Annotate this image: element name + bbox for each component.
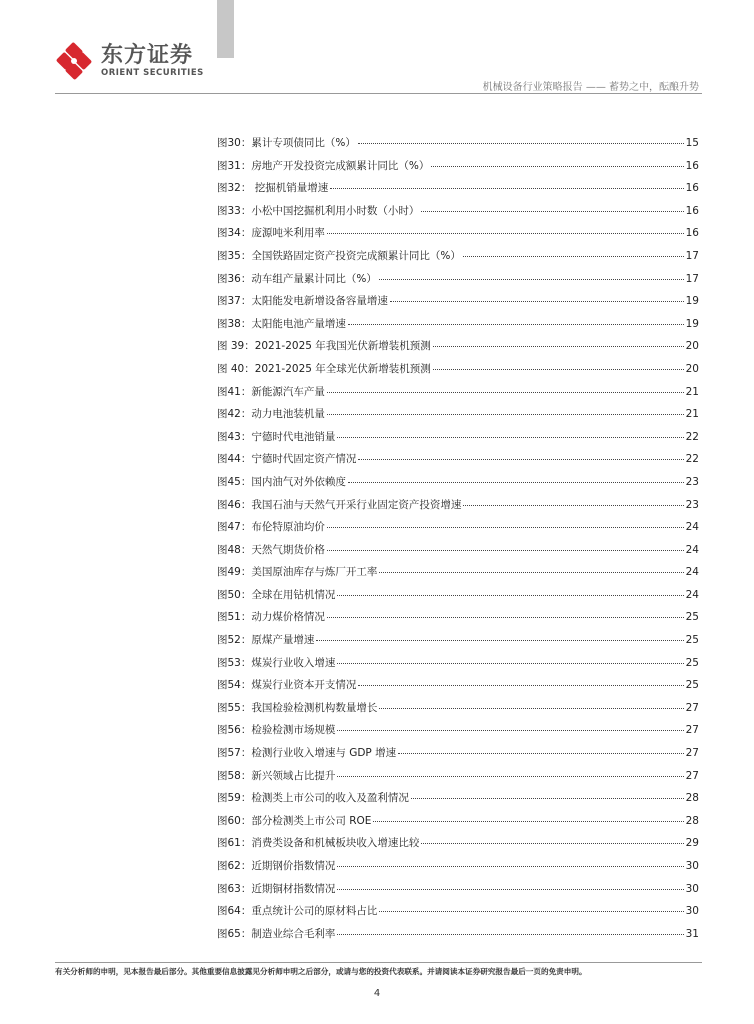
toc-entry-page: 17 [685, 249, 699, 262]
toc-dot-leader [358, 459, 683, 460]
toc-entry-page: 29 [685, 837, 699, 850]
toc-entry[interactable] [217, 474, 699, 497]
toc-dot-leader [373, 821, 683, 822]
page-number: 4 [373, 988, 381, 999]
toc-entry-page: 23 [685, 475, 699, 488]
toc-entry[interactable] [217, 316, 699, 339]
toc-entry-label: 图38：太阳能电池产量增速 [217, 317, 346, 330]
toc-dot-leader [390, 301, 684, 302]
toc-entry-label: 图64：重点统计公司的原材料占比 [217, 905, 378, 918]
toc-entry-page: 30 [685, 882, 699, 895]
report-header [483, 78, 699, 93]
toc-entry-label: 图42：动力电池装机量 [217, 408, 325, 421]
toc-entry-page: 25 [685, 634, 699, 647]
header-separator: —— [582, 82, 609, 93]
toc-entry-label: 图 40：2021-2025 年全球光伏新增装机预测 [217, 362, 431, 375]
toc-entry-label: 图54：煤炭行业资本开支情况 [217, 679, 357, 692]
toc-entry[interactable] [217, 813, 699, 836]
toc-entry-label: 图33：小松中国挖掘机利用小时数（小时） [217, 204, 420, 217]
toc-dot-leader [327, 550, 684, 551]
toc-entry-label: 图55：我国检验检测机构数量增长 [217, 701, 378, 714]
toc-entry-label: 图31：房地产开发投资完成额累计同比（%） [217, 159, 430, 172]
toc-entry-label: 图52：原煤产量增速 [217, 634, 315, 647]
toc-dot-leader [463, 505, 683, 506]
toc-dot-leader [431, 166, 683, 167]
header-divider [55, 93, 702, 94]
toc-entry-page: 23 [685, 498, 699, 511]
toc-entry[interactable] [217, 587, 699, 610]
toc-dot-leader [337, 730, 683, 731]
toc-dot-leader [421, 843, 683, 844]
toc-entry-label: 图65：制造业综合毛利率 [217, 927, 336, 940]
toc-entry-page: 16 [685, 204, 699, 217]
toc-entry[interactable] [217, 609, 699, 632]
toc-entry[interactable] [217, 203, 699, 226]
toc-entry-page: 22 [685, 430, 699, 443]
toc-entry[interactable] [217, 564, 699, 587]
toc-dot-leader [327, 414, 684, 415]
toc-entry[interactable] [217, 451, 699, 474]
toc-dot-leader [348, 324, 684, 325]
toc-entry-page: 31 [685, 927, 699, 940]
toc-entry[interactable] [217, 519, 699, 542]
toc-entry[interactable] [217, 406, 699, 429]
toc-entry[interactable] [217, 361, 699, 384]
toc-entry-page: 20 [685, 340, 699, 353]
toc-dot-leader [337, 437, 683, 438]
toc-dot-leader [327, 527, 684, 528]
toc-entry[interactable] [217, 790, 699, 813]
toc-entry-label: 图45：国内油气对外依赖度 [217, 475, 346, 488]
toc-entry-page: 27 [685, 747, 699, 760]
toc-entry[interactable] [217, 677, 699, 700]
toc-entry-label: 图46：我国石油与天然气开采行业固定资产投资增速 [217, 498, 462, 511]
toc-entry-page: 16 [685, 227, 699, 240]
toc-entry[interactable] [217, 338, 699, 361]
toc-entry[interactable] [217, 158, 699, 181]
toc-entry[interactable] [217, 745, 699, 768]
toc-entry[interactable] [217, 180, 699, 203]
toc-dot-leader [337, 934, 683, 935]
toc-entry-label: 图59：检测类上市公司的收入及盈利情况 [217, 792, 409, 805]
toc-entry-page: 22 [685, 453, 699, 466]
toc-entry-label: 图58：新兴领域占比提升 [217, 769, 336, 782]
toc-dot-leader [379, 708, 683, 709]
toc-entry-label: 图56：检验检测市场规模 [217, 724, 336, 737]
toc-entry[interactable] [217, 542, 699, 565]
footer-disclaimer: 有关分析师的申明，见本报告最后部分。其他重要信息披露见分析师申明之后部分，或请与您的投资代表联系。并请阅读本证券研究报告最后一页的免责申明。 [55, 967, 587, 976]
brand-name-en: ORIENT SECURITIES [101, 67, 204, 78]
toc-entry[interactable] [217, 655, 699, 678]
toc-entry[interactable] [217, 926, 699, 949]
toc-entry-page: 17 [685, 272, 699, 285]
toc-entry-label: 图35：全国铁路固定资产投资完成额累计同比（%） [217, 249, 461, 262]
toc-entry[interactable] [217, 384, 699, 407]
toc-entry[interactable] [217, 135, 699, 158]
header-accent-bar [217, 0, 234, 58]
footer-divider [55, 962, 702, 963]
toc-entry-page: 24 [685, 588, 699, 601]
toc-entry-page: 24 [685, 543, 699, 556]
toc-entry-label: 图36：动车组产量累计同比（%） [217, 272, 377, 285]
toc-entry-page: 30 [685, 860, 699, 872]
toc-entry[interactable] [217, 903, 699, 926]
toc-entry-label: 图30：累计专项债同比（%） [217, 137, 356, 149]
toc-entry[interactable] [217, 225, 699, 248]
toc-entry-page: 19 [685, 317, 699, 330]
toc-entry-label: 图57：检测行业收入增速与 GDP 增速 [217, 747, 397, 760]
toc-entry-label: 图51：动力煤价格情况 [217, 611, 325, 624]
toc-entry-label: 图61：消费类设备和机械板块收入增速比较 [217, 837, 420, 850]
toc-entry-page: 27 [685, 724, 699, 737]
toc-entry-page: 25 [685, 656, 699, 669]
toc-entry-label: 图44：宁德时代固定资产情况 [217, 453, 357, 466]
toc-dot-leader [337, 776, 683, 777]
toc-entry-page: 16 [685, 159, 699, 172]
toc-entry[interactable] [217, 722, 699, 745]
toc-entry[interactable] [217, 768, 699, 791]
toc-entry-label: 图32： 挖掘机销量增速 [217, 182, 329, 195]
brand-name-cn: 东方证券 [101, 42, 194, 68]
toc-dot-leader [327, 617, 684, 618]
toc-dot-leader [330, 188, 683, 189]
toc-entry[interactable] [217, 271, 699, 294]
toc-dot-leader [337, 595, 683, 596]
toc-entry-page: 24 [685, 566, 699, 579]
toc-entry-label: 图43：宁德时代电池销量 [217, 430, 336, 443]
toc-entry[interactable] [217, 497, 699, 520]
toc-entry-page: 27 [685, 769, 699, 782]
toc-dot-leader [379, 572, 683, 573]
toc-entry-page: 21 [685, 408, 699, 421]
toc-entry-label: 图47：布伦特原油均价 [217, 521, 325, 534]
toc-dot-leader [316, 640, 683, 641]
toc-entry-page: 28 [685, 792, 699, 805]
toc-entry-label: 图53：煤炭行业收入增速 [217, 656, 336, 669]
toc-entry-page: 30 [685, 905, 699, 918]
toc-entry-label: 图50：全球在用钻机情况 [217, 588, 336, 601]
toc-entry-page: 21 [685, 385, 699, 398]
toc-dot-leader [398, 753, 684, 754]
toc-dot-leader [327, 233, 684, 234]
toc-dot-leader [411, 798, 684, 799]
toc-entry[interactable] [217, 858, 699, 881]
report-title: 机械设备行业策略报告 [482, 82, 583, 93]
orient-securities-logo-icon [55, 42, 93, 80]
toc-entry-page: 24 [685, 521, 699, 534]
toc-entry-page: 28 [685, 814, 699, 827]
toc-entry-label: 图34：庞源吨米利用率 [217, 227, 325, 240]
toc-entry-page: 16 [685, 182, 699, 195]
report-subtitle: 蓄势之中，酝酿升势 [609, 82, 699, 93]
toc-dot-leader [379, 279, 684, 280]
toc-entry-label: 图 39：2021-2025 年我国光伏新增装机预测 [217, 340, 431, 353]
toc-dot-leader [433, 369, 684, 370]
toc-dot-leader [337, 866, 683, 867]
toc-entry-page: 20 [685, 362, 699, 375]
toc-entry-label: 图63：近期铜材指数情况 [217, 882, 336, 895]
toc-dot-leader [327, 392, 684, 393]
toc-entry-page: 25 [685, 611, 699, 624]
toc-entry-page: 19 [685, 295, 699, 308]
toc-entry[interactable] [217, 429, 699, 452]
toc-entry[interactable] [217, 700, 699, 723]
toc-dot-leader [337, 889, 683, 890]
toc-dot-leader [348, 482, 684, 483]
toc-dot-leader [421, 211, 683, 212]
toc-dot-leader [433, 346, 684, 347]
toc-entry-label: 图48：天然气期货价格 [217, 543, 325, 556]
toc-entry-page: 25 [685, 679, 699, 692]
toc-entry-label: 图62：近期钢价指数情况 [217, 860, 336, 872]
toc-dot-leader [463, 256, 684, 257]
toc-dot-leader [379, 911, 683, 912]
toc-entry[interactable] [217, 632, 699, 655]
toc-entry-page: 15 [685, 137, 699, 149]
table-of-figures [217, 135, 699, 948]
toc-entry[interactable] [217, 293, 699, 316]
toc-dot-leader [358, 685, 683, 686]
toc-entry-page: 27 [685, 701, 699, 714]
toc-entry-label: 图49：美国原油库存与炼厂开工率 [217, 566, 378, 579]
toc-entry[interactable] [217, 835, 699, 858]
toc-entry[interactable] [217, 881, 699, 904]
toc-entry[interactable] [217, 248, 699, 271]
brand-logo [55, 42, 204, 80]
toc-dot-leader [358, 143, 684, 144]
toc-entry-label: 图37：太阳能发电新增设备容量增速 [217, 295, 388, 308]
toc-entry-label: 图41：新能源汽车产量 [217, 385, 325, 398]
toc-entry-label: 图60：部分检测类上市公司 ROE [217, 814, 372, 827]
toc-dot-leader [337, 663, 683, 664]
